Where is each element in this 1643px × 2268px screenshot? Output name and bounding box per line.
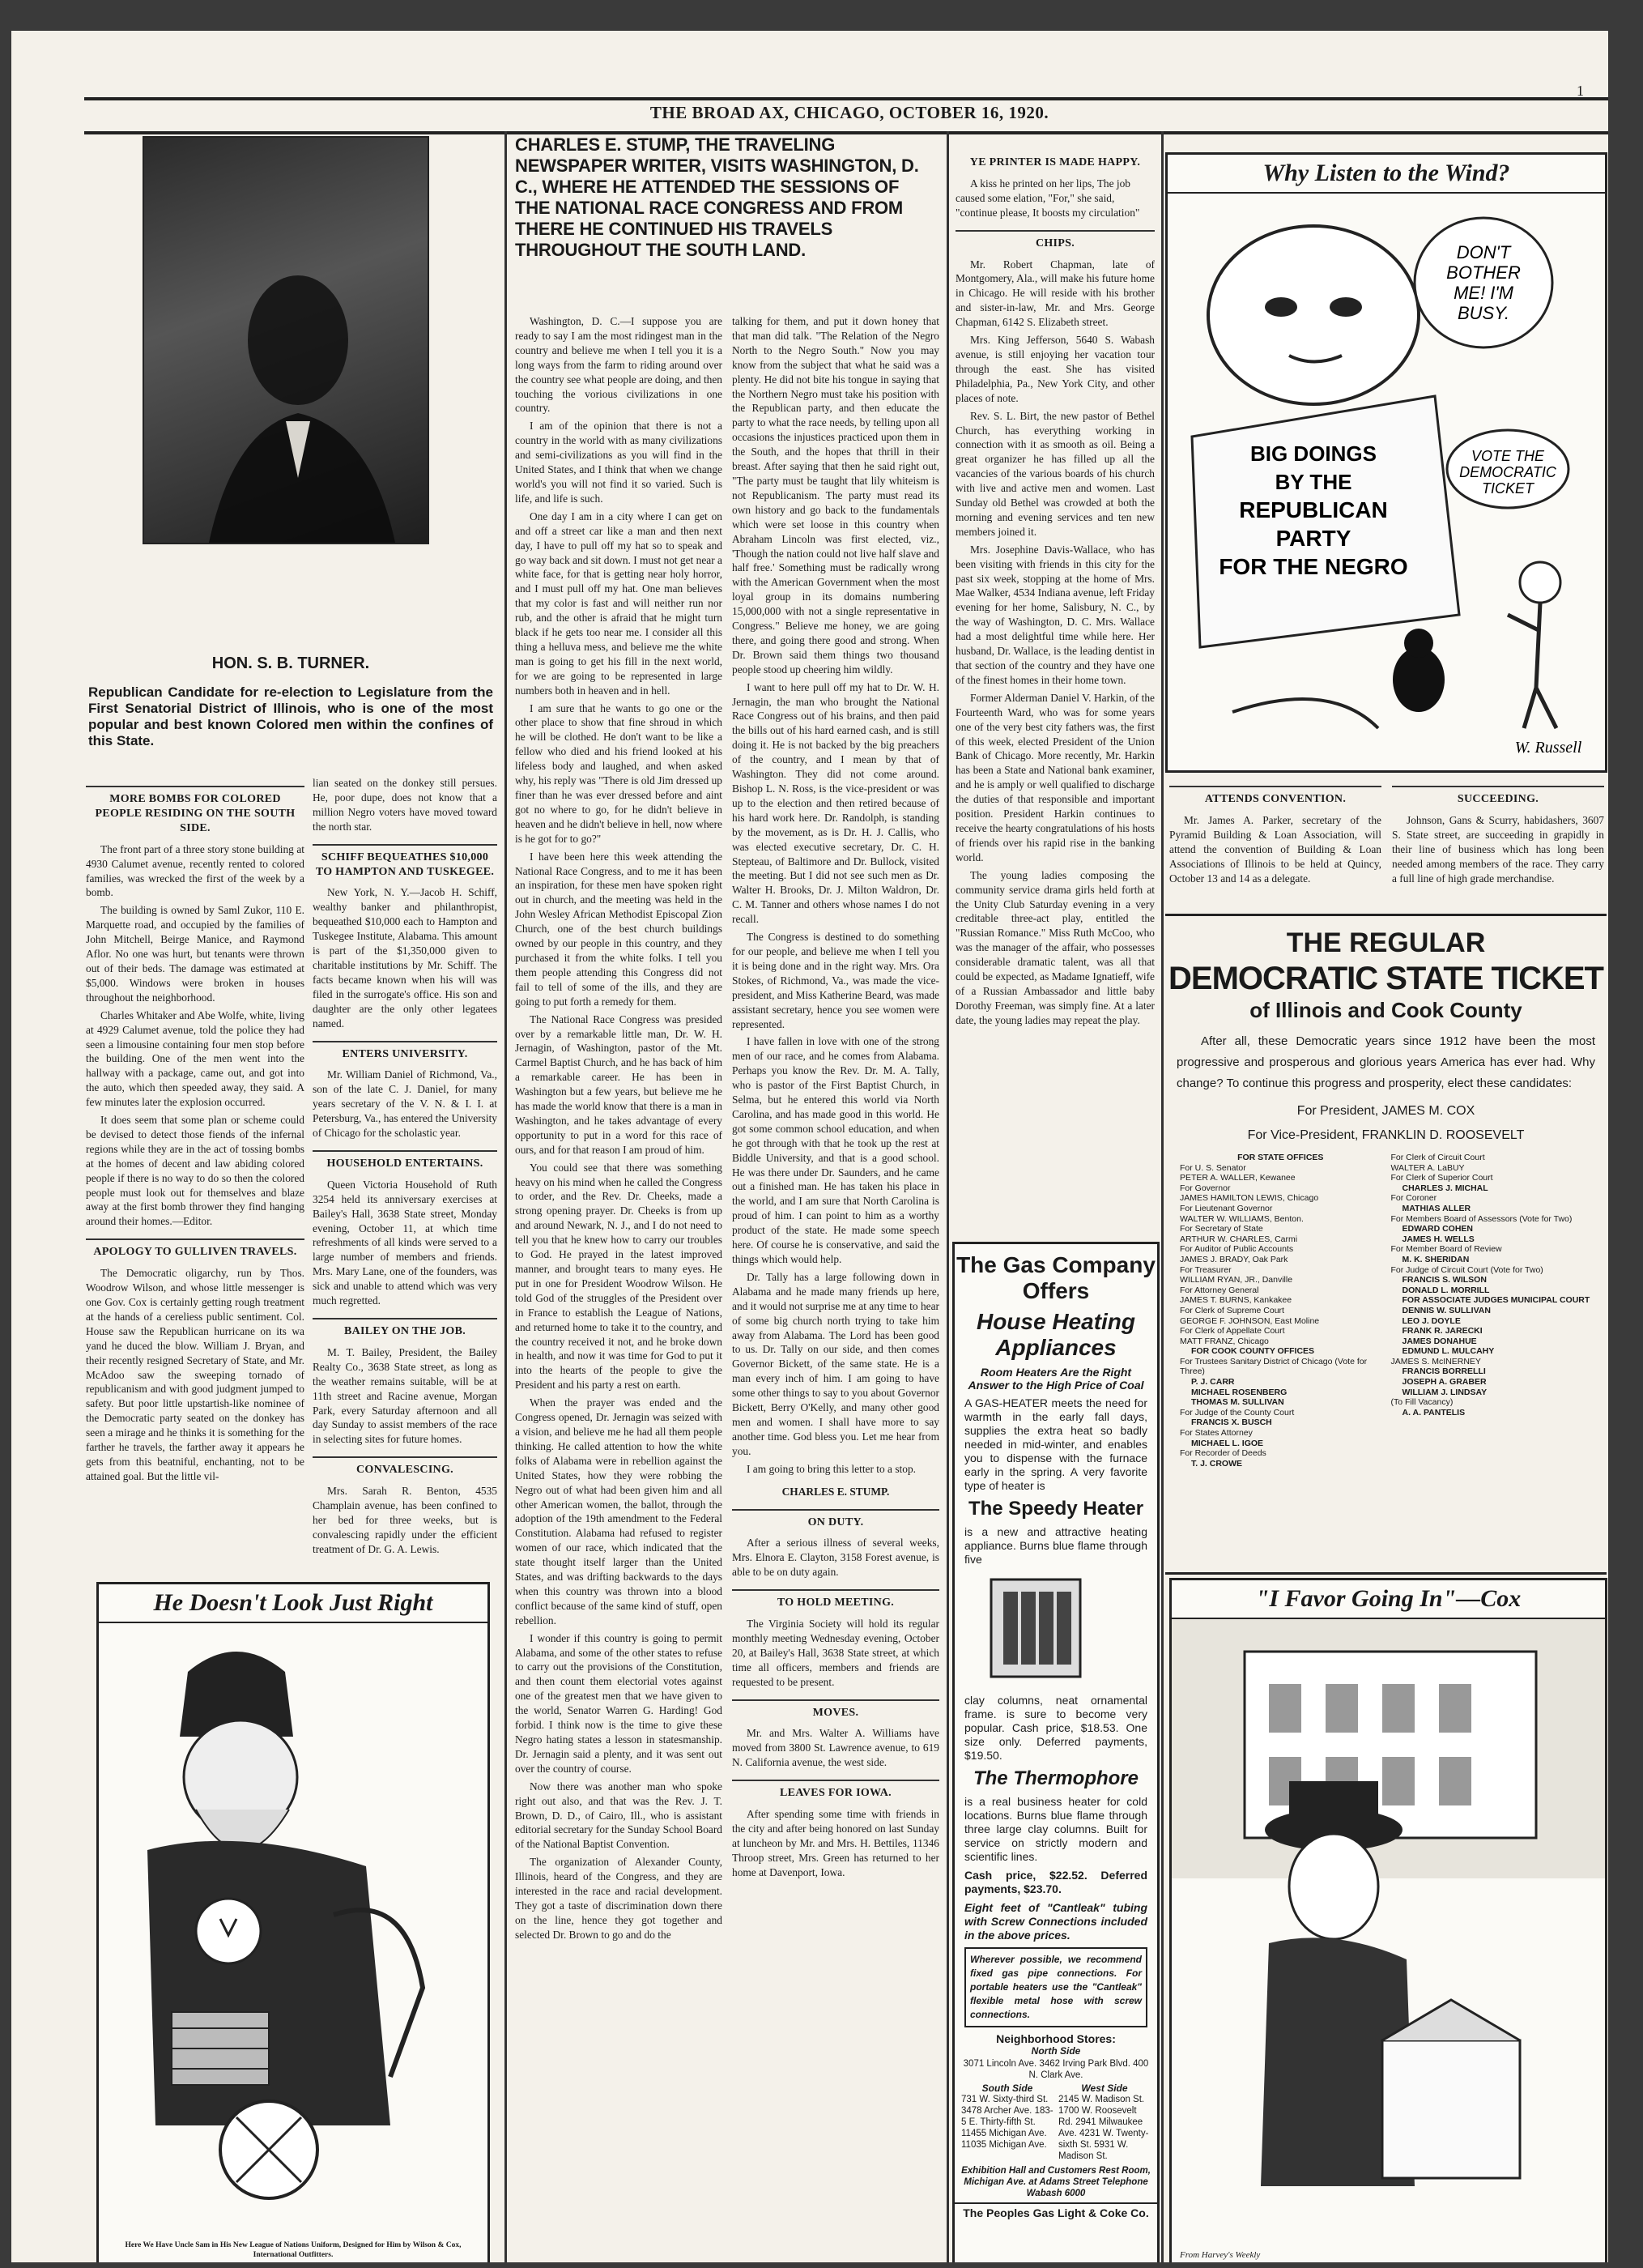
ticket-entry: LEO J. DOYLE bbox=[1402, 1315, 1461, 1326]
ad-speedy-heater: The Speedy Heater bbox=[968, 1498, 1144, 1520]
ticket-entry: DENNIS W. SULLIVAN bbox=[1402, 1305, 1491, 1315]
ticket-entry: For Lieutenant Governor bbox=[1180, 1203, 1273, 1213]
paragraph: I am sure that he wants to go one or the other place to show that fine shroud in which he will be clothed. He don't want to be like a fellow who died and his friend looked at his lifeless body and laughed, and when asked why, his reply was "There is old Jim dressed up finer than he was ever dressed before and aint got no where to go, for he didn't believe in heaven and he didn't believe in hell, now where is he got for to go?" bbox=[515, 701, 722, 845]
ticket-entry: FOR COOK COUNTY OFFICES bbox=[1191, 1346, 1315, 1357]
ticket-entry: FRANCIS X. BUSCH bbox=[1191, 1418, 1272, 1428]
ticket-right-list bbox=[1391, 1153, 1593, 1469]
column-1 bbox=[86, 776, 304, 1586]
ticket-entry: WILLIAM RYAN, JR., Danville bbox=[1180, 1275, 1293, 1285]
headline-moves: MOVES. bbox=[732, 1699, 939, 1720]
ad-north-addresses: 3071 Lincoln Ave. 3462 Irving Park Blvd. 400 N. Clark Ave. bbox=[963, 2059, 1149, 2080]
newspaper-page bbox=[11, 31, 1608, 2262]
ticket-entry: FOR ASSOCIATE JUDGES MUNICIPAL COURT bbox=[1402, 1295, 1590, 1306]
ad-west-column bbox=[1058, 2083, 1151, 2162]
ad-title-2: House Heating Appliances bbox=[976, 1309, 1136, 1360]
ad-stores-heading: Neighborhood Stores: bbox=[996, 2032, 1116, 2045]
paragraph: Mr. James A. Parker, secretary of the Pyramid Building & Loan Association, will attend the convention of Building & Loan Associations of Illinois to be held at Quincy, October 13 and 14 as a delegate. bbox=[1169, 813, 1381, 885]
cox-cartoon-drawing-icon bbox=[1172, 1619, 1605, 2235]
column-3b bbox=[732, 314, 939, 2262]
ticket-entry: For Coroner bbox=[1390, 1193, 1437, 1204]
paragraph: The Congress is destined to do something for our people, and believe me when I tell you it is being done and in the right way. Mrs. Ora Stokes, of Richmond, Va., was made the vice-president, and Miss Katherine Beard, was made assistant secretary, hence you see women were represented. bbox=[732, 931, 939, 1030]
paragraph: When the prayer was ended and the Congress opened, Dr. Jernagin was seized with a vision, and believe me he had all them people thinking. He called attention to how the white folks of Alabama were in rebellion against the United States, how they were robbing the Negro out of what had been given him and all other American women, the ballot, through the adoption of the 19th amendment to the Federal Constitution. Alabama had refused to register women of our race, which indicated that the state thought itself larger than the United States, and was drifting backwards to the days when this country was thrown into a blood conflict because of the same kind of stuff, open rebellion. bbox=[515, 1396, 722, 1626]
newspaper-text: BIG DOINGS bbox=[1249, 441, 1377, 466]
ad-tubing: Eight feet of "Cantleak" tubing with Screw Connections included in the above prices. bbox=[964, 1901, 1147, 1942]
ticket-entry: JAMES T. BURNS, Kankakee bbox=[1180, 1295, 1292, 1306]
ticket-entry: JAMES DONAHUE bbox=[1402, 1336, 1477, 1346]
ticket-entry: For Members Board of Assessors (Vote for Two) bbox=[1390, 1213, 1573, 1224]
column-rule bbox=[947, 131, 949, 2262]
paragraph: You could see that there was something heavy on his mind when he called the Congress to order, and the Rev. Dr. Cheeks, made a strong opening prayer. Dr. Cheeks is from up and around Newark, N. J., and I do not need to tell you that he knew how to carry our troubles to God. He prayed in the latest improved manner, and brought tears to many eyes. He put in one for President Woodrow Wilson. He told God of the struggles of the President over in France to establish the League of Nations, and returned home to take it to the country, and the country received it not, and he broke down in health, and now it was time for God to put it into the hearts of the people to give the President and his party a rest on earth. bbox=[515, 1161, 722, 1392]
ticket-entry: MATHIAS ALLER bbox=[1402, 1203, 1471, 1213]
poem: A kiss he printed on her lips, The job caused some elation, "For," she said, "continue please, It boosts my circulation" bbox=[956, 177, 1140, 219]
stump-headline: CHARLES E. STUMP, THE TRAVELING NEWSPAPER WRITER, VISITS WASHINGTON, D. C., WHERE HE ATTENDED THE SESSIONS OF THE NATIONAL RACE CONGRESS AND FROM THERE HE CONTINUED HIS TRAVELS THROUGHOUT THE SOUTH LAND. bbox=[515, 134, 919, 260]
newspaper-text: PARTY bbox=[1275, 526, 1351, 551]
ticket-entry: For Secretary of State bbox=[1180, 1224, 1263, 1234]
bubble-text: ME! I'M bbox=[1454, 283, 1513, 303]
paragraph: M. T. Bailey, President, the Bailey Realty Co., 3638 State street, as long as the weather remains suitable, will be at 11th street and Racine avenue, Morgan Park, every Saturday afternoon and all day Sunday to assist members of the race in selecting sites for future homes. bbox=[313, 1345, 497, 1446]
paragraph: Former Alderman Daniel V. Harkin, of the Fourteenth Ward, who was for some years one of the very best city fathers was, the first of this week, elected President of the Union Bank of Chicago. More recently, Mr. Harkin has been a State and National bank examiner, and he is amply or well qualified to discharge the duties of that responsible and important position. President Harkin continues to receive the hearty congratulations of his hosts of friends over his rapid rise in the banking world. bbox=[956, 691, 1155, 863]
ticket-entry: FRANK R. JARECKI bbox=[1402, 1326, 1483, 1336]
ticket-entry: FRANCIS S. WILSON bbox=[1402, 1275, 1487, 1285]
artist-signature: W. Russell bbox=[1514, 739, 1582, 757]
ticket-left-list bbox=[1180, 1153, 1381, 1469]
paragraph: Mrs. Sarah R. Benton, 4535 Champlain avenue, has been confined to her bed for three weeks, but is convalescing rapidly under the efficient treatment of Dr. G. A. Lewis. bbox=[313, 1485, 497, 1555]
headline-university: ENTERS UNIVERSITY. bbox=[313, 1041, 497, 1062]
paragraph: After spending some time with friends in the city and after being honored on last Sunday at luncheon by Mr. and Mrs. H. Bettiles, 11346 Throop street, Mrs. Green has returned to her home at Davenport, Iowa. bbox=[732, 1808, 939, 1878]
ticket-entry: For Trustees Sanitary District of Chicago (Vote for Three) bbox=[1180, 1356, 1368, 1377]
portrait-caption-block bbox=[88, 654, 493, 749]
ticket-entry: WALTER A. LaBUY bbox=[1390, 1162, 1465, 1173]
ticket-entry: WILLIAM J. LINDSAY bbox=[1402, 1387, 1488, 1397]
sign-text: VOTE THE bbox=[1471, 448, 1545, 464]
paragraph: lian seated on the donkey still persues. He, poor dupe, does not know that a million Negro voters have moved toward the north star. bbox=[313, 777, 497, 833]
cartoon-cox bbox=[1169, 1578, 1607, 2262]
headline-printer: YE PRINTER IS MADE HAPPY. bbox=[969, 156, 1141, 168]
stump-headline-block bbox=[515, 134, 936, 261]
headline-chips: CHIPS. bbox=[956, 230, 1155, 251]
paragraph: The Virginia Society will hold its regular monthly meeting Wednesday evening, October 20, at Bailey's Hall, 3638 State street, at which time all officers, members and friends are requested to be present. bbox=[732, 1618, 939, 1688]
ad-speedy-text: is a new and attractive heating appliance. Burns blue flame through five bbox=[964, 1525, 1147, 1566]
ad-south-column bbox=[961, 2083, 1053, 2162]
headline-bombs: MORE BOMBS FOR COLORED PEOPLE RESIDING ON THE SOUTH SIDE. bbox=[86, 786, 304, 836]
ticket-entry: MICHAEL ROSENBERG bbox=[1191, 1387, 1288, 1397]
ticket-entry: JAMES HAMILTON LEWIS, Chicago bbox=[1180, 1193, 1319, 1204]
ad-store-columns bbox=[961, 2083, 1151, 2162]
newspaper-text: FOR THE NEGRO bbox=[1219, 554, 1408, 579]
headline-household: HOUSEHOLD ENTERTAINS. bbox=[313, 1150, 497, 1171]
bubble-text: DON'T bbox=[1456, 242, 1511, 262]
headline-convalescing: CONVALESCING. bbox=[313, 1456, 497, 1477]
ticket-entry: For Clerk of Superior Court bbox=[1390, 1173, 1493, 1183]
ticket-entry: For Judge of Circuit Court (Vote for Two) bbox=[1390, 1264, 1543, 1275]
ticket-entry: CHARLES J. MICHAL bbox=[1402, 1183, 1488, 1193]
ticket-president: For President, JAMES M. COX bbox=[1296, 1104, 1475, 1118]
paragraph: Johnson, Gans & Scurry, habidashers, 3607 S. State street, are succeeding in grapidly in their line of business which has long been needed among members of the race. They carry a full line of high grade merchandise. bbox=[1392, 813, 1604, 885]
signature: CHARLES E. STUMP. bbox=[781, 1485, 890, 1498]
cartoon-title: He Doesn't Look Just Right bbox=[99, 1584, 487, 1623]
paragraph: Mr. and Mrs. Walter A. Williams have moved from 3800 St. Lawrence avenue, to 619 N. California avenue, the west side. bbox=[732, 1727, 939, 1769]
cartoon-title: Why Listen to the Wind? bbox=[1168, 155, 1605, 194]
paragraph: It does seem that some plan or scheme could be devised to detect those fiends of the infernal regions while they are in the act of tossing bombs at the homes of decent and law abiding colored people if there is no way to do so then the colored people must look out for themselves and blaze away at the first bomb thrower they find hanging around their homes.—Editor. bbox=[86, 1114, 304, 1228]
paragraph: Charles Whitaker and Abe Wolfe, white, living at 4929 Calumet avenue, told the police they had seen a limousine containing four men stop before the building. One of the men went into the hallway with a package, came out, and got into the auto, which then speeded away, they said. A few minutes later the explosion occurred. bbox=[86, 1008, 304, 1109]
democratic-ticket-ad bbox=[1165, 914, 1607, 1575]
column-rule bbox=[1161, 131, 1164, 2262]
photo-subcaption: Republican Candidate for re-election to Legislature from the First Senatorial District of Illinois, who is one of the most popular and best known Colored men within the confines of this State. bbox=[88, 684, 493, 748]
column-3a bbox=[515, 314, 722, 2262]
paragraph: New York, N. Y.—Jacob H. Schiff, wealthy banker and philanthropist, bequeathed $10,000 each to Hampton and Tuskegee Institute, Alabama. This amount is part of the $1,350,000 given to charitable institutions by Mr. Schiff. The facts became known when his will was filed in the surrogate's office. His son and daughter are the only other legatees named. bbox=[313, 886, 497, 1030]
ticket-heading-2: DEMOCRATIC STATE TICKET bbox=[1168, 961, 1603, 996]
newspaper-text: REPUBLICAN bbox=[1239, 497, 1388, 522]
ad-exhibition: Exhibition Hall and Customers Rest Room, Michigan Ave. at Adams Street Telephone Wabash 6000 bbox=[961, 2166, 1151, 2198]
masthead bbox=[84, 97, 1608, 134]
ad-speedy-price: clay columns, neat ornamental frame. is sure to become very popular. Cash price, $18.53. One size only. Deferred payments, $19.50. bbox=[964, 1694, 1147, 1762]
ticket-entry: For States Attorney bbox=[1180, 1428, 1253, 1439]
paragraph: The National Race Congress was presided over by a remarkable little man, Dr. W. H. Jernagin, of Washington, pastor of the Mt. Carmel Baptist Church, and he has back of him a remarkable career. He has been in Washington but a few years, but believe me he has made the world know that there is a man in Washington, and he takes advantage of every opportunity to put in a word for this race of ours, and for that reason I am proud of him. bbox=[515, 1013, 722, 1156]
ticket-left-entries bbox=[1180, 1163, 1381, 1469]
paragraph: Dr. Tally has a large following down in Alabama and he made many friends up here, and it would not surprise me at any time to hear of some big church north trying to take him away from Alabama. The Lord has been good to us. Dr. Tally on our side, and then comes Governor Bickett, of the same state. He is a man every inch of him. I am going to have some other things to say to you about Governor Bickett, Berry O'Kelly, and many other good men and women. I shall have more to say another time. God bless you. Let me hear from you. bbox=[732, 1270, 939, 1457]
headline-bailey: BAILEY ON THE JOB. bbox=[313, 1318, 497, 1339]
paragraph: talking for them, and put it down honey that that man did talk. "The Relation of the Negro North to the Negro South." Now you may know from the subject that what he said was a plenty. He did not bite his tongue in saying that the Northern Negro must take his position with the Republican party, and then educate the party to what the race needs, by telling upon all occasions the injustices practiced upon them in the South, and the hopes that thrill in their breast. After saying that then he said right out, "The party must be taught that lily whiteism is not Republicanism. The party must read its own history and go back to the fundamentals which were set loose in this country when Abraham Lincoln was first elected, viz., 'Though the nation could not live half slave and half free.' Something must be radically wrong with the American Government when the most loyal group in its domains numbering 15,000,000 with not a single representative in Congress." Believe me honey, we are going there, and going there good and strong. When Dr. Brown said them things two thousand people stood up cheering him wildly. bbox=[732, 315, 939, 676]
headline-schiff: SCHIFF BEQUEATHES $10,000 TO HAMPTON AND TUSKEGEE. bbox=[313, 844, 497, 880]
page-number: 1 bbox=[1577, 83, 1584, 99]
ad-thermophore: The Thermophore bbox=[973, 1767, 1139, 1789]
headline-attends: ATTENDS CONVENTION. bbox=[1169, 786, 1381, 807]
paragraph: I wonder if this country is going to permit Alabama, and some of the other states to refuse to carry out the provisions of the Constitution, and then count them electorial votes against one of the greatest men that we have given to the world, Senator Warren G. Harding! God forbid. I think now is the time to give these Negro hating states a lesson in statesmanship. Dr. Jernagin said a plenty, and it was sent out over the country of course. bbox=[515, 1631, 722, 1775]
photo-caption: HON. S. B. TURNER. bbox=[211, 654, 370, 672]
paragraph: Mrs. Josephine Davis-Wallace, who has been visiting with friends in this city for the past six week, stopping at the home of Mrs. Mae Walker, 4534 Indiana avenue, left Friday evening for her home, Salisbury, N. C., by the way of Washington, D. C. Mrs. Wallace had a most delightful time while here. Her husband, Dr. Wallace, is the leading dentist in that section of the country and they have one of the finest homes in their home town. bbox=[956, 543, 1155, 686]
paragraph: The organization of Alexander County, Illinois, heard of the Congress, and they are interested in the race and racial development. They got a taste of discrimination down there on the line, hence they got together and selected Dr. Brown to go and do the bbox=[515, 1856, 722, 1941]
ticket-entry: PETER A. WALLER, Kewanee bbox=[1180, 1173, 1296, 1183]
column-4 bbox=[956, 151, 1155, 1236]
cartoon-title: "I Favor Going In"—Cox bbox=[1172, 1580, 1605, 1619]
ticket-entry: For Auditor of Public Accounts bbox=[1180, 1244, 1294, 1255]
attends-convention bbox=[1169, 776, 1381, 922]
ticket-entry: JAMES H. WELLS bbox=[1402, 1234, 1475, 1244]
ad-subtitle: Room Heaters Are the Right Answer to the High Price of Coal bbox=[968, 1366, 1144, 1392]
ad-south-addresses: 731 W. Sixty-third St. 3478 Archer Ave. 183-5 E. Thirty-fifth St. 11455 Michigan Ave. 11035 Michigan Ave. bbox=[961, 2095, 1053, 2150]
paragraph: I am going to bring this letter to a stop. bbox=[747, 1462, 917, 1475]
ad-body: A GAS-HEATER meets the need for warmth in the early fall days, supplies the extra heat so badly needed in mid-winter, and enables you to dispense with the furnace early in the spring. A very favorite type of heater is bbox=[964, 1396, 1147, 1492]
sign-text: DEMOCRATIC bbox=[1459, 464, 1556, 480]
ticket-entry: A. A. PANTELIS bbox=[1402, 1407, 1466, 1418]
ticket-entry: For Attorney General bbox=[1180, 1285, 1259, 1295]
ticket-entry: THOMAS M. SULLIVAN bbox=[1191, 1397, 1284, 1408]
ticket-entry: For U. S. Senator bbox=[1180, 1162, 1246, 1173]
cartoon-caption: Here We Have Uncle Sam in His New League of Nations Uniform, Designed for Him by Wilson & Cox, International Outfitters. bbox=[125, 2241, 462, 2259]
ticket-heading-1: THE REGULAR bbox=[1286, 927, 1486, 958]
portrait-silhouette-icon bbox=[144, 138, 428, 543]
paragraph: The young ladies composing the community service drama girls held forth at the Unity Club Saturday evening in a very creditable three-act play, entitled the "Russian Romance." Miss Ruth McCoo, who was the manager of the affair, who possesses considerable dramatic talent, was all that could be expected, as Madame Ignatieff, wife of a Russian Ambassador and little baby Dorothy Freeman, was simply fine. At a later date, the young ladies may repeat the play. bbox=[956, 868, 1155, 1026]
paragraph: The Democratic oligarchy, run by Thos. Woodrow Wilson, and whose little messenger is one Gov. Cox is certainly getting rough treatment at the hands of a cereliess public sentiment. Col. House saw the Republican hurricane on its wa yand he duced the blow. William J. Bryan, and their recently resigned Secretary of State, and Mr. McAdoo saw the sweeping tornado of republicanism and with good judgment jumped to safety. But poor little upstartish-like nominee of the Democratic party seated on the donkey has seen a mirage and he thinks it is something for the farther he travels, the farther away it appears he gets from this beatniful, enchanting, not to be attained goal. But the little vil- bbox=[86, 1267, 304, 1482]
ticket-entry: GEORGE F. JOHNSON, East Moline bbox=[1180, 1315, 1320, 1326]
paragraph: I want to here pull off my hat to Dr. W. H. Jernagin, the man who brought the National Race Congress out of his brains, and then paid the bills out of his hard earned cash, and is still doing it. He is not backed by the big preachers of the country, and I mean by that of Washington. They did not come around. Bishop L. N. Ross, is the vice-president or was up to the election and then retired because of his hard work here. Dr. Randolph, is standing by the movement, as is Dr. H. J. Callis, who was elected executive secretary, Dr. C. H. Stepteau, of Baltimore and Dr. Bullock, visited the meeting. But I did not see such men as Dr. Walter H. Brooks, Dr. J. Milton Waldron, Dr. C. M. Tanner and others whose names I do not recall. bbox=[732, 680, 939, 926]
ad-south-side: South Side bbox=[981, 2083, 1033, 2094]
cartoon-wind bbox=[1165, 152, 1607, 773]
ticket-entry: For Recorder of Deeds bbox=[1180, 1448, 1266, 1459]
paragraph: Mr. William Daniel of Richmond, Va., son of the late C. J. Daniel, for many years secretary of the V. N. & I. I. at Petersburg, Va., has entered the University of Chicago for the scholastic year. bbox=[313, 1068, 497, 1140]
paragraph: The building is owned by Saml Zukor, 110 E. Marquette road, and occupied by the families of John Mitchell, Beirge Manice, and Raymond Aflor. No one was hurt, but tenants were thrown out of their beds. The damage was estimated at $5,000. Windows were broken in houses throughout the neighborhood. bbox=[86, 904, 304, 1004]
ad-thermophore-price: Cash price, $22.52. Deferred payments, $23.70. bbox=[964, 1869, 1147, 1895]
ticket-entry: For Treasurer bbox=[1180, 1264, 1232, 1275]
paragraph: I have been here this week attending the National Race Congress, and to me it has been an inspiration, for these men have spoken right out in church, and the meeting was held in the John Wesley African Methodist Episcopal Zion Church, one of the best church buildings owned by our people in this country, and they purchased it from the white folks. I tell you them people attending this Congress did not fail to tell of some of the ills, and they are going to put forth a remedy for them. bbox=[515, 850, 722, 1008]
paragraph: After a serious illness of several weeks, Mrs. Elnora E. Clayton, 3158 Forest avenue, is able to be on duty again. bbox=[732, 1537, 939, 1579]
paragraph: Now there was another man who spoke right out also, and that was the Rev. J. T. Brown, D. D., of Cairo, Ill., who is assistant editorial secretary for the Sunday School Board of the National Baptist Convention. bbox=[515, 1780, 722, 1851]
ticket-entry: For Clerk of Supreme Court bbox=[1180, 1305, 1284, 1315]
ticket-entry: T. J. CROWE bbox=[1191, 1458, 1243, 1469]
bubble-text: BOTHER bbox=[1446, 262, 1521, 283]
headline-apology: APOLOGY TO GULLIVEN TRAVELS. bbox=[86, 1238, 304, 1260]
column-2 bbox=[313, 776, 497, 1586]
ticket-entry: For Clerk of Circuit Court bbox=[1390, 1153, 1485, 1162]
ticket-entry: For Member Board of Review bbox=[1390, 1244, 1502, 1255]
masthead-title: THE BROAD AX, CHICAGO, OCTOBER 16, 1920. bbox=[649, 103, 1049, 122]
paragraph: One day I am in a city where I can get on and off a street car like a man and then next day, I have to pull off my hat so to speak and go way back and sit down. I must not get near a white face, for that is getting near holy horror, and I must pull off my hat. One man believes that my color is fast and will neither run nor rub, and the other is afraid that he might turn black if he gets too near me. I consider all this thing a helluva mess, and believe me the white man is going to get his fill in the next world, for we are going to be represented in large numbers both in heaven and in hell. bbox=[515, 509, 722, 697]
ticket-entry: P. J. CARR bbox=[1191, 1377, 1235, 1388]
ticket-entry: For Governor bbox=[1180, 1183, 1231, 1193]
heater-icon bbox=[955, 1571, 1157, 1685]
headline-succeeding: SUCCEEDING. bbox=[1392, 786, 1604, 807]
newspaper-text: BY THE bbox=[1275, 470, 1352, 494]
ticket-entry: JAMES S. McINERNEY bbox=[1390, 1356, 1481, 1366]
ticket-entry: JAMES J. BRADY, Oak Park bbox=[1180, 1254, 1288, 1264]
ticket-vice-president: For Vice-President, FRANKLIN D. ROOSEVELT bbox=[1247, 1128, 1525, 1142]
headline-iowa: LEAVES FOR IOWA. bbox=[732, 1780, 939, 1801]
uncle-sam-drawing-icon bbox=[99, 1623, 487, 2223]
paragraph: Queen Victoria Household of Ruth 3254 held its anniversary exercises at Bailey's Hall, 3638 State street, Monday evening, October 11, at which time refreshments of all kinds were served to a large number of members and friends. Mrs. Mary Lane, one of the founders, was sick and unable to attend which was very much regretted. bbox=[313, 1178, 497, 1307]
ticket-heading-3: of Illinois and Cook County bbox=[1249, 998, 1522, 1022]
ad-thermophore-text: is a real business heater for cold locations. Burns blue flame through three large clay columns. Built for service on strictly modern and scientific lines. bbox=[964, 1795, 1147, 1863]
ticket-entry: MATT FRANZ, Chicago bbox=[1180, 1336, 1269, 1346]
ticket-entry: For Judge of the County Court bbox=[1180, 1407, 1295, 1418]
succeeding bbox=[1392, 776, 1604, 922]
paragraph: Mr. Robert Chapman, late of Montgomery, Ala., will make his future home in Chicago. He will reside with his brother and sister-in-law, Mr. and Mrs. George Chapman, 6142 S. Elizabeth street. bbox=[956, 258, 1155, 329]
column-rule bbox=[504, 131, 507, 2262]
paragraph: The front part of a three story stone building at 4930 Calumet avenue, recently rented to colored families, was wrecked the first of the week by a bomb. bbox=[86, 842, 304, 899]
ticket-entry: EDWARD COHEN bbox=[1402, 1224, 1474, 1234]
paragraph: I am of the opinion that there is not a country in the world with as many civilizations and semi-civilizations as you will find in the United States, and I think that when we change world's you will not find it so varied. Such is life, and life is such. bbox=[515, 420, 722, 505]
ad-recommendation-box: Wherever possible, we recommend fixed gas pipe connections. For portable heaters use the "Cantleak" flexible metal hose with screw connections. bbox=[964, 1947, 1147, 2027]
paragraph: Mrs. King Jefferson, 5640 S. Wabash avenue, is still enjoying her vacation tour through the east. She has visited Philadelphia, Pa., New York City, and other places of note. bbox=[956, 334, 1155, 404]
ad-north-side: North Side bbox=[1031, 2045, 1081, 2057]
ticket-entry: JOSEPH A. GRABER bbox=[1402, 1377, 1487, 1388]
ticket-entry: M. K. SHERIDAN bbox=[1402, 1254, 1470, 1264]
headline-meeting: TO HOLD MEETING. bbox=[732, 1589, 939, 1610]
ad-west-side: West Side bbox=[1081, 2083, 1128, 2094]
paragraph: Washington, D. C.—I suppose you are ready to say I am the most ridingest man in the country and believe me when I tell you it is a long ways from the farm to riding around over the country see what people are doing, and then touching the vorious civilizations in one country. bbox=[515, 315, 722, 415]
paragraph: Rev. S. L. Birt, the new pastor of Bethel Church, has everything working in connection with it as smooth as oil. Being a great organizer he has filled up all the vacancies of the various boards of his church with live and active men and women. Last Sunday old Bethel was crowded at both the morning and evening services and ten new members joined it. bbox=[956, 409, 1155, 538]
ticket-entry: FRANCIS BORRELLI bbox=[1402, 1366, 1486, 1377]
ad-title-1: The Gas Company Offers bbox=[956, 1252, 1156, 1303]
ticket-entry: (To Fill Vacancy) bbox=[1390, 1397, 1454, 1408]
gas-company-ad bbox=[952, 1242, 1160, 2262]
portrait-photo bbox=[143, 136, 429, 544]
headline-duty: ON DUTY. bbox=[732, 1509, 939, 1530]
wind-cartoon-drawing-icon bbox=[1168, 194, 1605, 761]
ticket-candidates bbox=[1180, 1153, 1592, 1469]
ticket-left-heading: FOR STATE OFFICES bbox=[1237, 1153, 1324, 1162]
ticket-entry: ARTHUR W. CHARLES, Carmi bbox=[1180, 1234, 1298, 1244]
ticket-entry: WALTER W. WILLIAMS, Benton. bbox=[1180, 1213, 1304, 1224]
ticket-entry: EDMUND L. MULCAHY bbox=[1402, 1346, 1495, 1357]
cartoon-uncle-sam bbox=[96, 1582, 490, 2262]
sign-text: TICKET bbox=[1481, 480, 1534, 497]
ad-company-name: The Peoples Gas Light & Coke Co. bbox=[955, 2202, 1157, 2219]
ticket-intro: After all, these Democratic years since 1912 have been the most progressive and prosperous and glorious years America has ever had. Why change? To continue this progress and prosperity, elect these candidates: bbox=[1177, 1034, 1595, 1090]
ticket-right-entries bbox=[1391, 1153, 1593, 1418]
ticket-entry: MICHAEL L. IGOE bbox=[1191, 1438, 1264, 1448]
cartoon-caption: From Harvey's Weekly bbox=[1180, 2250, 1261, 2260]
paragraph: I have fallen in love with one of the strong men of our race, and he comes from Alabama. Perhaps you know the Rev. Dr. M. A. Tally, who is pastor of the First Baptist Church, in Selma, but he entered this world via North Carolina, and has made good in this world. He got some common school education, and when he got through with that he took up the rest at Biddle University, and that is a good school. He was there under Dr. Saunders, and he came out a finished man. He has taken his place in the world, and I am sure that North Carolina is proud of him. I can point to him as a worthy product of the state. He made some speech here. Of course he is conservative, and said the things which would help. bbox=[732, 1035, 939, 1265]
bubble-text: BUSY. bbox=[1457, 303, 1510, 323]
ad-west-addresses: 2145 W. Madison St. 1700 W. Roosevelt Rd. 2941 Milwaukee Ave. 4231 W. Twenty-sixth St. 5931 W. Madison St. bbox=[1058, 2095, 1149, 2161]
ticket-entry: DONALD L. MORRILL bbox=[1402, 1285, 1490, 1295]
ticket-entry: For Clerk of Appellate Court bbox=[1180, 1326, 1285, 1336]
